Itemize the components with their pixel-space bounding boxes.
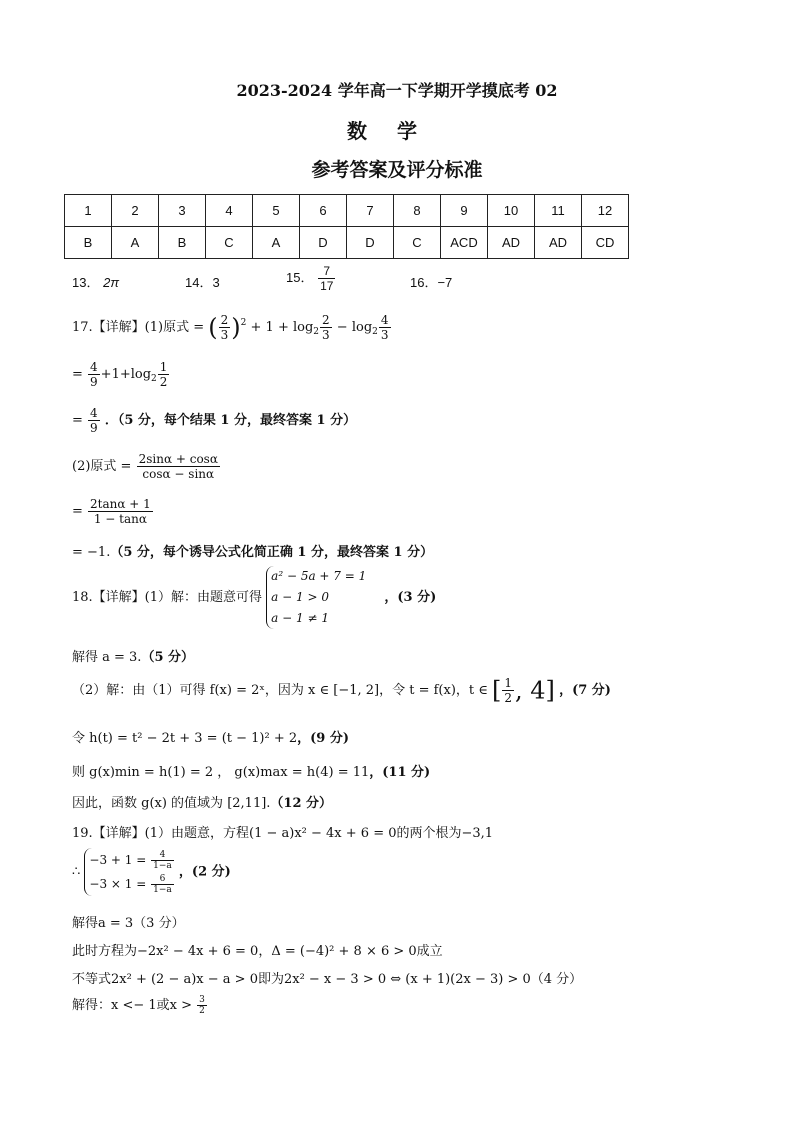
q17-line1: 17.【详解】(1)原式 = ( $\frac{2}{3}$ )$^2 + 1 + \log_2$ $\frac{2}{3}$ − $\log_2$ $\frac{4}{3}$ — [72, 313, 389, 342]
answer-cell: A — [253, 227, 300, 259]
q18-line4: 令 h(t) = t² − 2t + 3 = (t − 1)² + 2，(9 分) — [72, 731, 350, 746]
q19-line3: 此时方程为−2x² − 4x + 6 = 0，Δ = (−4)² + 8 × 6 > 0成立 — [72, 944, 443, 959]
answer-cell: A — [112, 227, 159, 259]
answer-cell: B — [159, 227, 206, 259]
q18-equation-system: a² − 5a + 7 = 1 a − 1 > 0 a − 1 ≠ 1 — [266, 566, 366, 629]
q18-line2: 解得 a = 3.（5 分） — [72, 650, 195, 665]
q19-line5: 解得：x <− 1或x > $\frac{3}{2}$ — [72, 995, 205, 1016]
question-number-cell: 9 — [441, 195, 488, 227]
question-number-cell: 6 — [300, 195, 347, 227]
q17-line3: = $\frac{4}{9}$ ．（5 分，每个结果 1 分，最终答案 1 分） — [72, 406, 357, 435]
q19-line4: 不等式2x² + (2 − a)x − a > 0即为2x² − x − 3 > 0 ⇔ (x + 1)(2x − 3) > 0（4 分） — [72, 972, 583, 987]
answer-cell: C — [394, 227, 441, 259]
question-number-cell: 2 — [112, 195, 159, 227]
question-number-cell: 5 — [253, 195, 300, 227]
q17-part2-line2: = $\frac{2\tan\alpha + 1}{1 - \tan\alpha}$ — [72, 497, 151, 526]
answer-cell: C — [206, 227, 253, 259]
answer-cell: AD — [488, 227, 535, 259]
question-number-row — [65, 195, 629, 227]
answer-14: 14．3 — [185, 275, 220, 290]
q18-line1: 18.【详解】(1）解：由题意可得 a² − 5a + 7 = 1 a − 1 > 0 a − 1 ≠ 1 ，(3 分) — [72, 566, 436, 629]
q19-line1: 19.【详解】(1）由题意，方程(1 − a)x² − 4x + 6 = 0的两个根为−3,1 — [72, 826, 494, 841]
question-number-cell: 4 — [206, 195, 253, 227]
question-number-cell: 1 — [65, 195, 112, 227]
q17-line2: = $\frac{4}{9}$ $+1+\log_2$ $\frac{1}{2}$ — [72, 360, 168, 389]
answer-16: 16．−7 — [410, 275, 453, 290]
answer-cell: D — [347, 227, 394, 259]
q18-line6: 因此，函数 g(x) 的值域为 [2,11].（12 分） — [72, 796, 333, 811]
question-number-cell: 11 — [535, 195, 582, 227]
answer-cell: AD — [535, 227, 582, 259]
question-number-cell: 10 — [488, 195, 535, 227]
answer-cell: CD — [582, 227, 629, 259]
q18-line3: （2）解：由（1）可得 f(x) = 2ˣ，因为 x ∈ [−1, 2]，令 t = f(x)，t ∈ [ $\frac{1}{2}$ , 4] ，(7 分) — [72, 676, 611, 705]
q17-part2-line1: (2)原式 = $\frac{2\sin\alpha + \cos\alpha}{\cos\alpha - \sin\alpha}$ — [72, 452, 218, 481]
q18-line5: 则 g(x)min = h(1) = 2 ， g(x)max = h(4) = 11，(11 分) — [72, 765, 431, 780]
answer-cell: D — [300, 227, 347, 259]
answer-15: 15． $\frac{7}{17}$ — [286, 264, 334, 293]
answer-row — [65, 227, 629, 259]
answer-13: 13． 2π — [72, 275, 120, 290]
answer-key-title: 参考答案及评分标准 — [311, 159, 483, 181]
answer-cell: B — [65, 227, 112, 259]
subject-title: 数学 — [347, 119, 447, 143]
question-number-cell: 12 — [582, 195, 629, 227]
exam-title: 2023-2024 学年高一下学期开学摸底考 02 — [236, 81, 558, 100]
q17-part2-line3: = −1.（5 分，每个诱导公式化简正确 1 分，最终答案 1 分） — [72, 545, 434, 560]
q19-line2: 解得a = 3（3 分） — [72, 916, 185, 931]
answer-cell: ACD — [441, 227, 488, 259]
question-number-cell: 8 — [394, 195, 441, 227]
question-number-cell: 3 — [159, 195, 206, 227]
question-number-cell: 7 — [347, 195, 394, 227]
answer-table — [64, 194, 629, 259]
q19-system: ∴ −3 + 1 = $\frac{4}{1-a}$ −3 × 1 = $\frac{6}{1-a}$ ，(2 分) — [72, 850, 231, 895]
